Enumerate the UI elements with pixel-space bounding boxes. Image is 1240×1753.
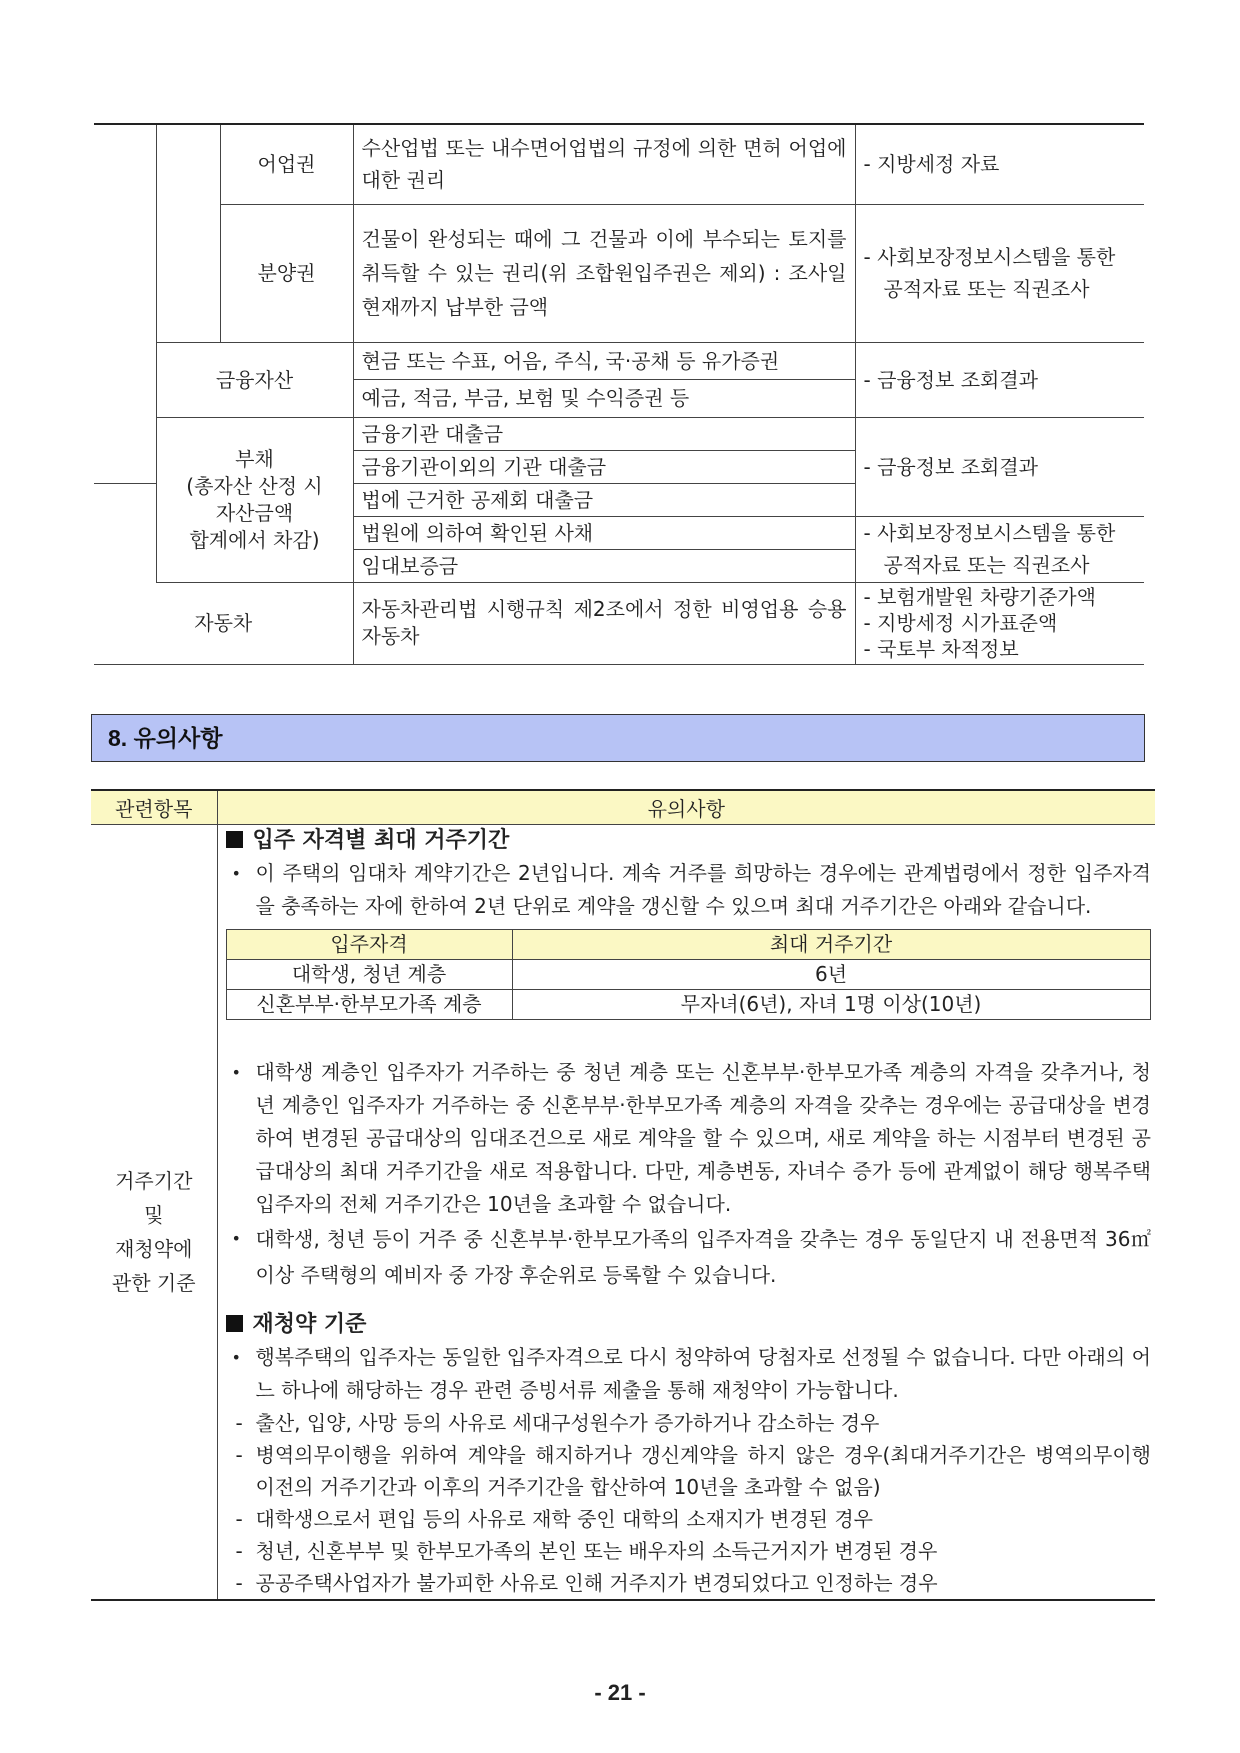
fishing-rights-label: 어업권 [220, 124, 353, 204]
financial-item: 예금, 적금, 부금, 보험 및 수익증권 등 [353, 379, 855, 417]
inner-cell: 신혼부부·한부모가족 계층 [226, 990, 512, 1020]
header-notes: 유의사항 [217, 790, 1155, 825]
fishing-rights-desc: 수산업법 또는 내수면어업법의 규정에 의한 면허 어업에 대한 권리 [353, 124, 855, 204]
car-source: - 국토부 차적정보 [863, 637, 1019, 661]
dash-item: - 출산, 입양, 사망 등의 사유로 세대구성원수가 증가하거나 감소하는 경우 [226, 1407, 1152, 1439]
dash-item: - 대학생으로서 편입 등의 사유로 재학 중인 대학의 소재지가 변경된 경우 [226, 1503, 1152, 1535]
debt-source-a: - 금융정보 조회결과 [855, 417, 1144, 516]
residence-period-label [91, 825, 217, 1601]
inner-cell: 6년 [512, 960, 1150, 990]
bullet-paragraph: • 행복주택의 입주자는 동일한 입주자격으로 다시 청약하여 당첨자로 선정될 수 없습니다. 다만 아래의 어느 하나에 해당하는 경우 관련 증빙서류 제출을 통해 재청약이 가능합니다. [226, 1341, 1152, 1407]
bullet-paragraph: • 대학생 계층인 입주자가 거주하는 중 청년 계층 또는 신혼부부·한부모가족 계층의 자격을 갖추거나, 청년 계층인 입주자가 거주하는 중 신혼부부·한부모가족 계층의 자격을 갖추는 경우에는 공급대상을 변경하여 변경된 공급대상의 임대조건으로 새로 계약을 할 수 있으며, 새로 계약을 하는 시점부터 변경된 공급대상의 최대 거주기간을 새로 적용합니다. 다만, 계층변동, 자녀수 증가 등에 관계없이 해당 행복주택 입주자의 전체 거주기간은 10년을 초과할 수 없습니다. [226, 1056, 1152, 1221]
left-label-line3: 재청약에 [115, 1236, 193, 1261]
square-bullet-icon [226, 831, 243, 848]
fishing-rights-source: - 지방세정 자료 [855, 124, 1144, 204]
debt-source-b-line1: - 사회보장정보시스템을 통한 [863, 521, 1116, 545]
debt-label-line2: (총자산 산정 시 [186, 473, 323, 498]
left-label-line4: 관한 기준 [111, 1270, 196, 1295]
max-residence-table [226, 929, 1151, 1020]
page-number: - 21 - [594, 1680, 646, 1705]
left-label-line2: 및 [144, 1202, 164, 1227]
reapplication-heading-text: 재청약 기준 [252, 1312, 367, 1337]
debt-label [156, 417, 353, 582]
bullet-paragraph: • 대학생, 청년 등이 거주 중 신혼부부·한부모가족의 입주자격을 갖추는 경우 동일단지 내 전용면적 36㎡이상 주택형의 예비자 중 가장 후순위로 등록할 수 있습니다. [226, 1221, 1152, 1293]
max-residence-heading-text: 입주 자격별 최대 거주기간 [252, 828, 510, 853]
notes-table [91, 789, 1155, 1601]
inner-cell: 무자녀(6년), 자녀 1명 이상(10년) [512, 990, 1150, 1020]
car-source: - 지방세정 시가표준액 [863, 611, 1058, 635]
debt-item: 법원에 의하여 확인된 사채 [353, 516, 855, 549]
debt-item: 금융기관 대출금 [353, 417, 855, 450]
presale-source-line1: - 사회보장정보시스템을 통한 [863, 245, 1116, 269]
debt-source-b [855, 516, 1144, 582]
car-sources [855, 582, 1144, 664]
dash-item: - 공공주택사업자가 불가피한 사유로 인해 거주지가 변경되었다고 인정하는 경우 [226, 1567, 1152, 1599]
presale-rights-label: 분양권 [220, 204, 353, 342]
notes-content [217, 825, 1155, 1601]
debt-label-line1: 부채 [235, 446, 274, 471]
debt-source-b-line2: 공적자료 또는 직권조사 [883, 553, 1090, 577]
inner-cell: 대학생, 청년 계층 [226, 960, 512, 990]
presale-rights-source [855, 204, 1144, 342]
bullet-paragraph: • 이 주택의 임대차 계약기간은 2년입니다. 계속 거주를 희망하는 경우에는 관계법령에서 정한 입주자격을 충족하는 자에 한하여 2년 단위로 계약을 갱신할 수 있으며 최대 거주기간은 아래와 같습니다. [226, 857, 1152, 923]
category-bracket-inner [156, 124, 220, 342]
dash-item: - 병역의무이행을 위하여 계약을 해지하거나 갱신계약을 하지 않은 경우(최대거주기간은 병역의무이행 이전의 거주기간과 이후의 거주기간을 합산하여 10년을 초과할 수 없음) [226, 1439, 1152, 1503]
category-bracket-lower [94, 450, 156, 483]
financial-source: - 금융정보 조회결과 [855, 342, 1144, 417]
car-source: - 보험개발원 차량기준가액 [863, 585, 1096, 609]
max-residence-heading [226, 825, 1152, 857]
debt-item: 임대보증금 [353, 549, 855, 582]
debt-item: 금융기관이외의 기관 대출금 [353, 450, 855, 483]
reapplication-heading [226, 1309, 1152, 1341]
presale-source-line2: 공적자료 또는 직권조사 [883, 277, 1090, 301]
debt-label-line4: 합계에서 차감) [189, 527, 320, 552]
section-8-title: 8. 유의사항 [91, 714, 1145, 762]
square-bullet-icon [226, 1315, 243, 1332]
category-bracket-lower [94, 483, 156, 582]
asset-table [94, 123, 1144, 665]
car-desc: 자동차관리법 시행규칙 제2조에서 정한 비영업용 승용자동차 [353, 582, 855, 664]
header-related-item: 관련항목 [91, 790, 217, 825]
financial-item: 현금 또는 수표, 어음, 주식, 국·공채 등 유가증권 [353, 342, 855, 379]
debt-item: 법에 근거한 공제회 대출금 [353, 483, 855, 516]
left-label-line1: 거주기간 [115, 1168, 193, 1193]
financial-assets-label: 금융자산 [156, 342, 353, 417]
inner-header-qualification: 입주자격 [226, 930, 512, 960]
category-bracket [94, 124, 156, 450]
dash-item: - 청년, 신혼부부 및 한부모가족의 본인 또는 배우자의 소득근거지가 변경된 경우 [226, 1535, 1152, 1567]
presale-rights-desc: 건물이 완성되는 때에 그 건물과 이에 부수되는 토지를 취득할 수 있는 권리(위 조합원입주권은 제외) : 조사일 현재까지 납부한 금액 [353, 204, 855, 342]
debt-label-line3: 자산금액 [215, 500, 294, 525]
car-label: 자동차 [94, 582, 353, 664]
inner-header-max-period: 최대 거주기간 [512, 930, 1150, 960]
